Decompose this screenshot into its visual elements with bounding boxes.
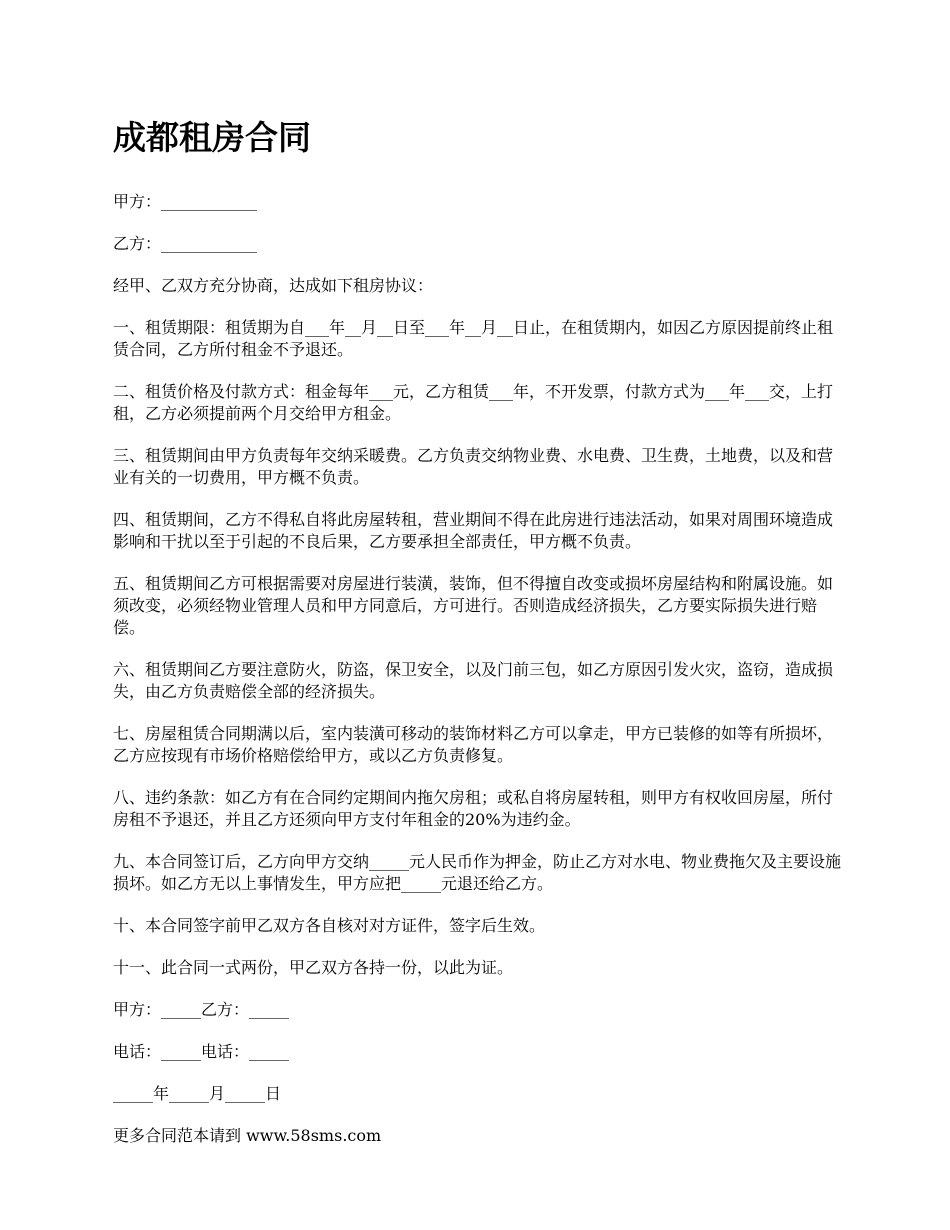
clause-11-copies: 十一、此合同一式两份，甲乙双方各持一份，以此为证。 [113,958,514,977]
clause-5-decoration: 五、租赁期间乙方可根据需要对房屋进行装潢，装饰，但不得擅自改变或损坏房屋结构和附属设施。如须改变，必须经物业管理人员和甲方同意后，方可进行。否则造成经济损失，乙方要实际损失进行赔偿。 [113,574,834,637]
clause-8-breach: 八、违约条款：如乙方有在合同约定期间内拖欠房租；或私自将房屋转租，则甲方有权收回房屋，所付房租不予退还，并且乙方还须向甲方支付年租金的20%为违约金。 [113,788,834,829]
clause-4-sublease: 四、租赁期间，乙方不得私自将此房屋转租，营业期间不得在此房进行违法活动，如果对周围环境造成影响和干扰以至于引起的不良后果，乙方要承担全部责任，甲方概不负责。 [113,510,834,551]
date-line: _____年_____月_____日 [113,1084,282,1103]
party-b-line: 乙方：____________ [113,234,258,253]
signature-line: 甲方：_____乙方：_____ [113,1000,290,1019]
clause-10-verification: 十、本合同签字前甲乙双方各自核对对方证件，签字后生效。 [113,916,546,935]
clause-3-fees: 三、租赁期间由甲方负责每年交纳采暖费。乙方负责交纳物业费、水电费、卫生费，土地费，以及和营业有关的一切费用，甲方概不负责。 [113,446,834,487]
party-a-line: 甲方：____________ [113,192,258,211]
phone-line: 电话：_____电话：_____ [113,1042,290,1061]
document-body [113,112,848,1167]
document-title: 成都租房合同 [113,118,311,157]
clause-7-expiry: 七、房屋租赁合同期满以后，室内装潢可移动的装饰材料乙方可以拿走，甲方已装修的如等有所损坏，乙方应按现有市场价格赔偿给甲方，或以乙方负责修复。 [113,724,834,765]
clause-2-price-payment: 二、租赁价格及付款方式：租金每年___元，乙方租赁___年，不开发票，付款方式为___年___交，上打租，乙方必须提前两个月交给甲方租金。 [113,382,834,423]
footer-note: 更多合同范本请到 www.58sms.com [113,1126,382,1145]
clause-1-lease-term: 一、租赁期限：租赁期为自___年__月__日至___年__月__日止，在租赁期内，如因乙方原因提前终止租赁合同，乙方所付租金不予退还。 [113,318,834,359]
intro-paragraph: 经甲、乙双方充分协商，达成如下租房协议： [113,276,434,295]
clause-6-safety: 六、租赁期间乙方要注意防火，防盗，保卫安全，以及门前三包，如乙方原因引发火灾，盗窃，造成损失，由乙方负责赔偿全部的经济损失。 [113,660,834,701]
clause-9-deposit: 九、本合同签订后，乙方向甲方交纳_____元人民币作为押金，防止乙方对水电、物业费拖欠及主要设施损坏。如乙方无以上事情发生，甲方应把_____元退还给乙方。 [113,852,842,893]
